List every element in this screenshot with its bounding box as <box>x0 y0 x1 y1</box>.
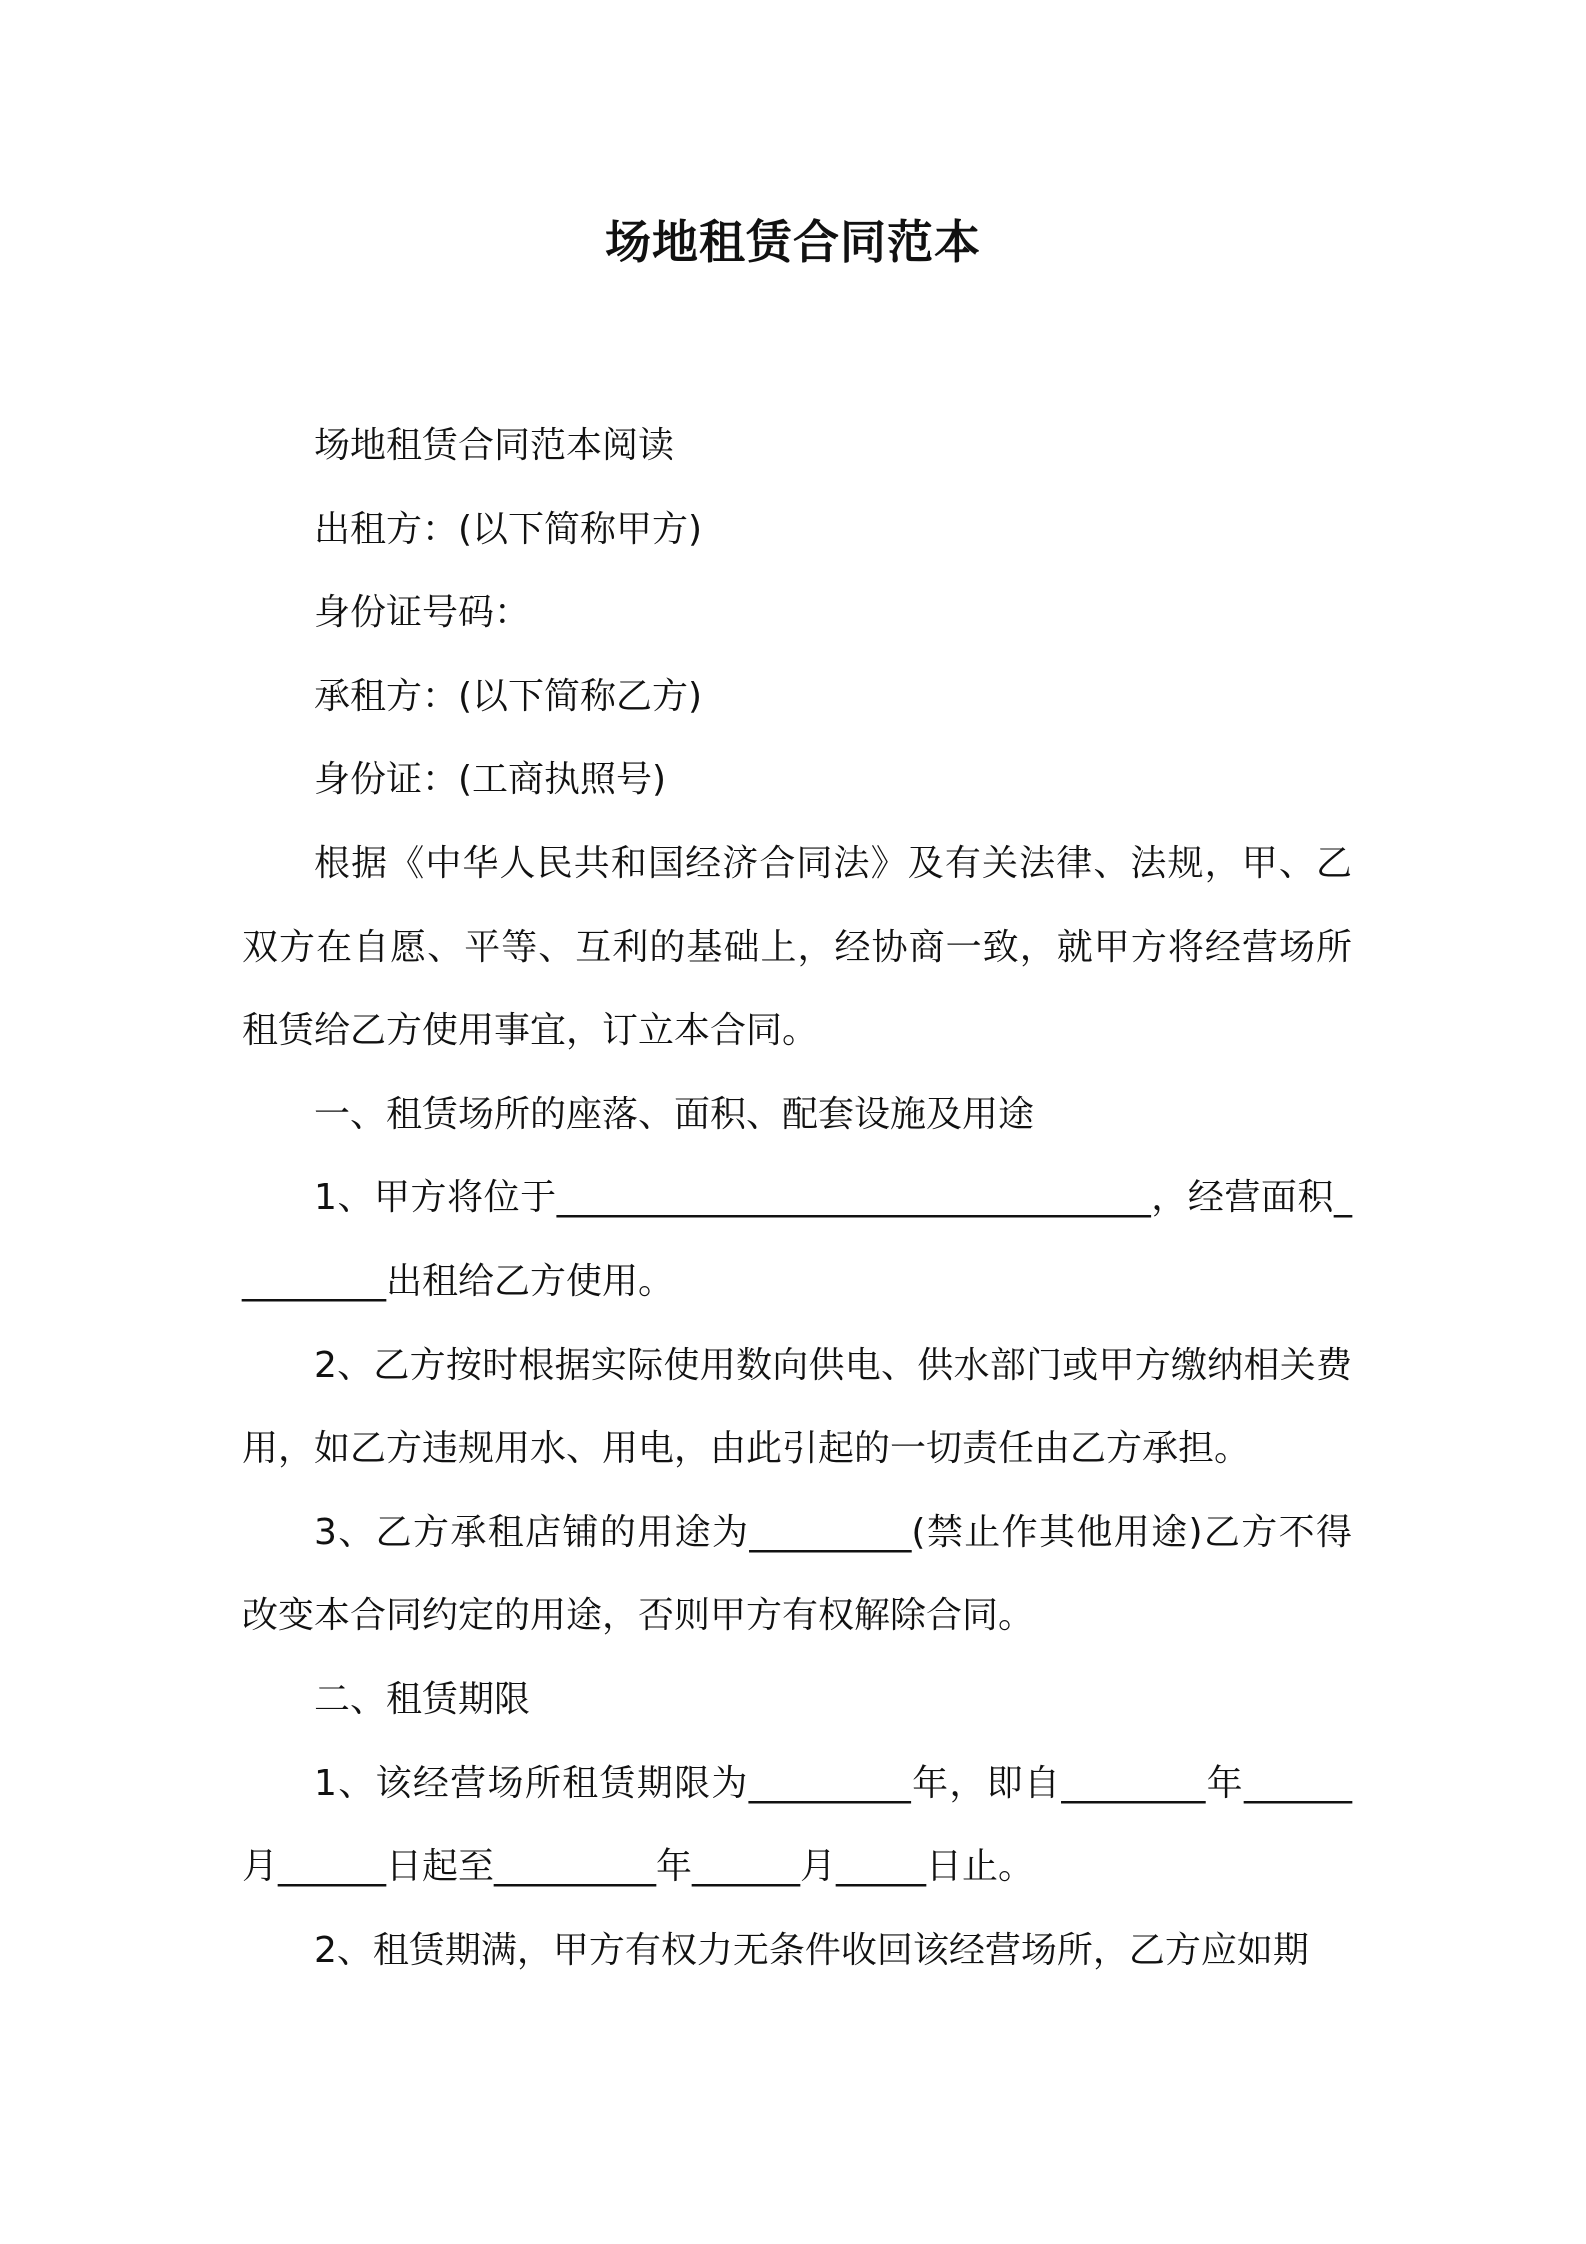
section-heading-1: 一、租赁场所的座落、面积、配套设施及用途 <box>314 1093 1035 1135</box>
paragraph-lessor-id: 身份证号码： <box>314 592 531 634</box>
paragraph-intro: 场地租赁合同范本阅读 <box>314 425 675 466</box>
paragraph-lessee: 承租方：(以下简称乙方) <box>314 675 703 717</box>
section-heading-2: 二、租赁期限 <box>314 1678 531 1720</box>
document-body <box>242 404 1352 1992</box>
clause-1-3: 3、乙方承租店铺的用途为_________(禁止作其他用途)乙方不得改变本合同约定的用途，否则甲方有权解除合同。 <box>242 1511 1352 1637</box>
clause-1-2: 2、乙方按时根据实际使用数向供电、供水部门或甲方缴纳相关费用，如乙方违规用水、用电，由此引起的一切责任由乙方承担。 <box>242 1344 1352 1470</box>
document-title: 场地租赁合同范本 <box>605 215 981 269</box>
clause-2-1: 1、该经营场所租赁期限为_________年，即自________年______月______日起至_________年______月_____日止。 <box>242 1762 1352 1888</box>
clause-1-1: 1、甲方将位于_________________________________，经营面积_________出租给乙方使用。 <box>242 1177 1352 1302</box>
clause-2-2: 2、租赁期满，甲方有权力无条件收回该经营场所，乙方应如期 <box>314 1929 1309 1971</box>
paragraph-preamble: 根据《中华人民共和国经济合同法》及有关法律、法规，甲、乙双方在自愿、平等、互利的基础上，经协商一致，就甲方将经营场所租赁给乙方使用事宜，订立本合同。 <box>242 842 1352 1052</box>
paragraph-lessor: 出租方：(以下简称甲方) <box>314 508 703 550</box>
paragraph-lessee-id: 身份证：(工商执照号) <box>314 759 667 801</box>
